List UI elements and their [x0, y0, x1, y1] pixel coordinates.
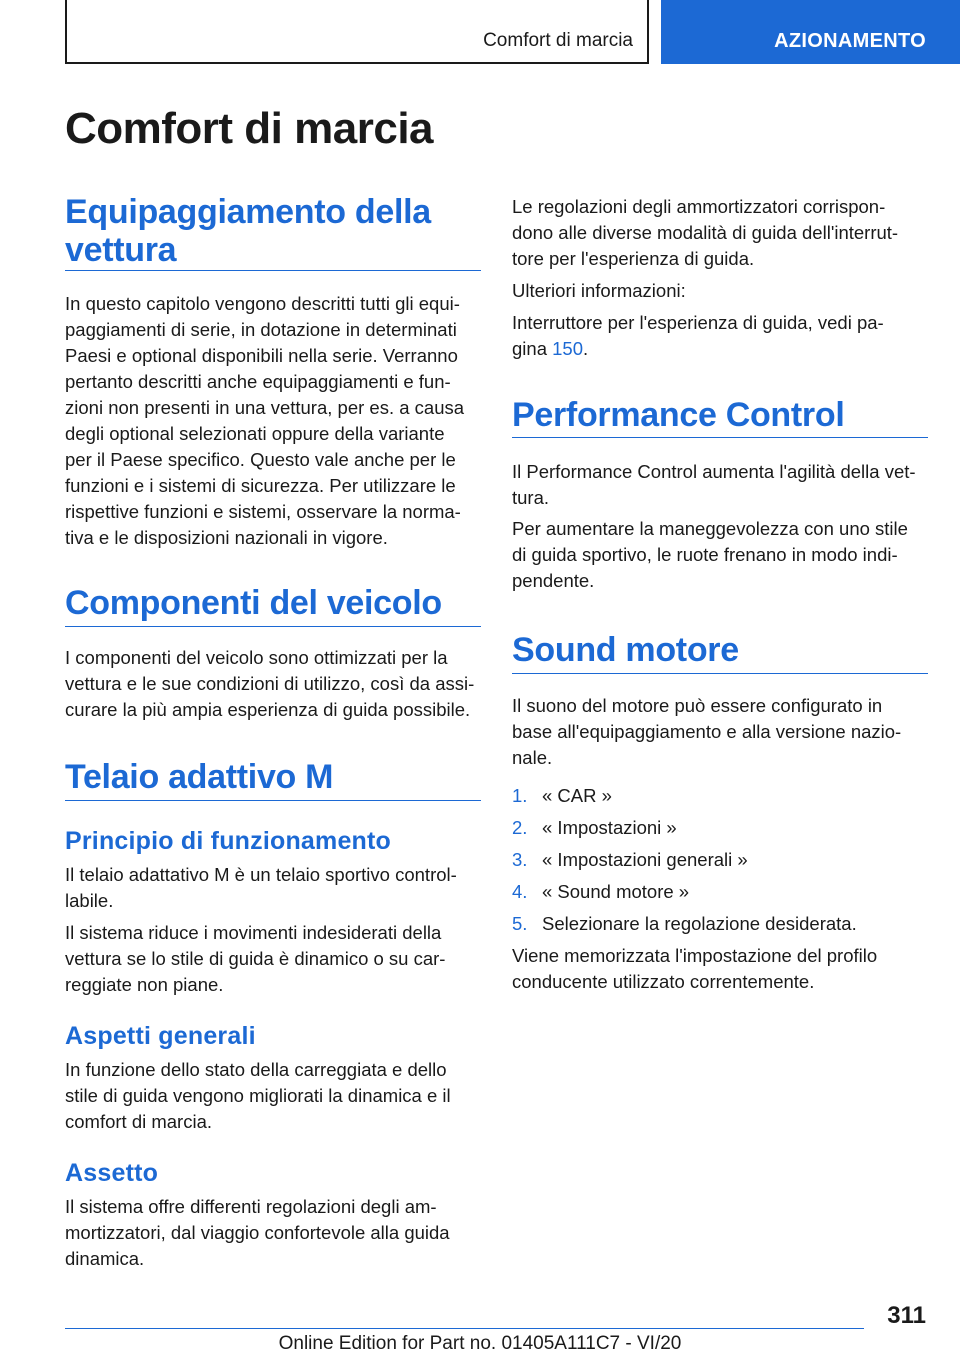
subheading-aspetti: Aspetti generali [65, 1022, 256, 1050]
header-chapter-title: AZIONAMENTO [774, 30, 926, 52]
heading-sound: Sound motore [512, 631, 739, 669]
subheading-assetto: Assetto [65, 1159, 159, 1187]
paragraph-assetto: Il sistema offre differenti regolazioni degli am- mortizzatori, dal viaggio confortevole alla guida dinamica. [65, 1196, 450, 1269]
header-section-box [65, 0, 649, 64]
paragraph-sound: Il suono del motore può essere configurato in base all'equipaggiamento e alla versione nazio- nale. [512, 695, 902, 768]
paragraph-regolazioni: Le regolazioni degli ammortizzatori corrispon- dono alle diverse modalità di guida dell'interrut- tore per l'esperienza di guida. [512, 196, 899, 269]
header-chapter-tab[interactable] [661, 0, 960, 64]
paragraph-performance-1: Il Performance Control aumenta l'agilità della vet- tura. [512, 461, 916, 508]
paragraph-principio-2: Il sistema riduce i movimenti indesiderati della vettura se lo stile di guida è dinamico o su car- reggiate non piane. [65, 922, 446, 995]
paragraph-equipaggiamento: In questo capitolo vengono descritti tutti gli equi- paggiamenti di serie, in dotazione in determinati Paesi e optional disponibili nella serie. Verranno pertanto descritti anche equipaggiamenti e fun- zioni non presenti in una vettura, per es. a causa degli optional selezionati oppure della variante per il Paese specifico. Questo vale anche per le funzioni e i sistemi di sicurezza. Per utilizzare le rispettive funzioni e sistemi, osservare la norma- tiva e le disposizioni nazionali in vigore. [65, 293, 465, 548]
paragraph-aspetti: In funzione dello stato della carreggiata e dello stile di guida vengono migliorati la dinamica e il comfort di marcia. [65, 1059, 451, 1132]
section-rule [65, 270, 481, 271]
page-title: Comfort di marcia [65, 104, 434, 153]
page-link-150[interactable]: 150 [552, 338, 583, 359]
footer-rule [65, 1328, 864, 1329]
section-rule [512, 437, 928, 438]
paragraph-sound-memorizzata: Viene memorizzata l'impostazione del profilo conducente utilizzato correntemente. [512, 945, 878, 992]
subheading-principio: Principio di funzionamento [65, 827, 392, 855]
list-item: 4. « Sound motore » [512, 881, 690, 902]
list-item: 2. « Impostazioni » [512, 817, 677, 838]
heading-componenti: Componenti del veicolo [65, 584, 442, 622]
paragraph-principio-1: Il telaio adattativo M è un telaio sportivo control- labile. [65, 864, 457, 911]
header-section-title: Comfort di marcia [483, 30, 633, 51]
paragraph-componenti: I componenti del veicolo sono ottimizzati per la vettura e le sue condizioni di utilizzo, così da assi- curare la più ampia esperienza di guida possibile. [65, 647, 475, 720]
cross-reference: Interruttore per l'esperienza di guida, vedi pa- gina 150. [512, 312, 884, 359]
heading-telaio: Telaio adattivo M [65, 758, 334, 796]
list-item: 5. Selezionare la regolazione desiderata. [512, 913, 857, 934]
paragraph-performance-2: Per aumentare la maneggevolezza con uno stile di guida sportivo, le ruote frenano in modo indi- pendente. [512, 518, 908, 591]
section-rule [65, 626, 481, 627]
footer-edition: Online Edition for Part no. 01405A111C7 - VI/20 [278, 1333, 682, 1354]
list-item: 3. « Impostazioni generali » [512, 849, 748, 870]
heading-equipaggiamento-l2: vettura [65, 231, 177, 269]
heading-equipaggiamento-l1: Equipaggiamento della [65, 193, 431, 231]
heading-performance: Performance Control [512, 396, 845, 434]
page-number: 311 [887, 1302, 926, 1329]
section-rule [512, 673, 928, 674]
section-rule [65, 800, 481, 801]
more-info-label: Ulteriori informazioni: [512, 280, 686, 301]
list-item: 1. « CAR » [512, 785, 612, 806]
